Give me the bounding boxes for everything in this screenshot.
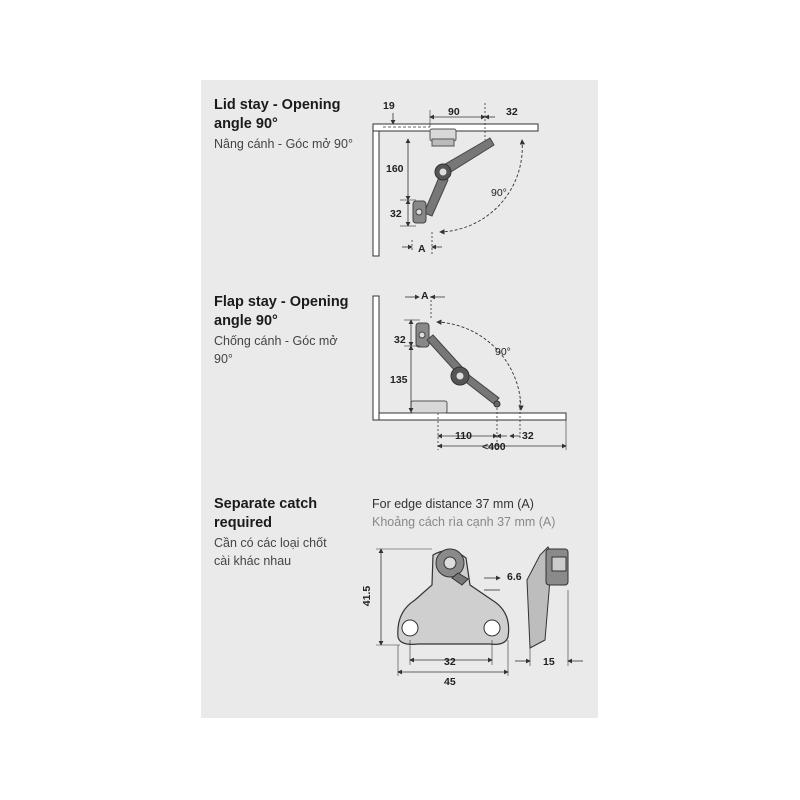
lid-stay-drawing [373, 103, 538, 256]
catch-dim-15: 15 [543, 656, 555, 668]
lid-angle-label: 90° [491, 187, 507, 199]
flap-dim-A: A [421, 290, 429, 302]
flap-angle-label: 90° [495, 346, 511, 358]
flap-dim-32-bottom: 32 [522, 430, 534, 442]
flap-dim-32-side: 32 [394, 334, 406, 346]
lid-dim-32-side: 32 [390, 208, 402, 220]
catch-note-en: For edge distance 37 mm (A) [372, 497, 534, 511]
lid-dim-19: 19 [383, 100, 395, 112]
flap-stay-title-line1: Flap stay - Opening [214, 294, 349, 310]
catch-dim-6-6: 6.6 [507, 571, 522, 583]
flap-dim-400: <400 [482, 441, 506, 453]
lid-dim-160: 160 [386, 163, 404, 175]
catch-subtitle-line2: cài khác nhau [214, 554, 292, 568]
catch-dim-45: 45 [444, 676, 456, 688]
lid-stay-title-line2: angle 90° [214, 116, 278, 132]
catch-dim-41-5: 41.5 [361, 585, 374, 607]
catch-note-vi: Khoảng cách rìa cạnh 37 mm (A) [372, 515, 556, 529]
lid-stay-subtitle: Nâng cánh - Góc mở 90° [214, 137, 353, 151]
catch-subtitle-line1: Cần có các loại chốt [214, 536, 327, 550]
flap-stay-title-line2: angle 90° [214, 313, 278, 329]
lid-dim-A: A [418, 243, 426, 255]
lid-stay-title-line1: Lid stay - Opening [214, 97, 341, 113]
catch-dim-32: 32 [444, 656, 456, 668]
flap-dim-135: 135 [390, 374, 408, 386]
flap-dim-110: 110 [455, 430, 472, 442]
flap-stay-drawing [373, 296, 566, 450]
flap-stay-subtitle-line1: Chống cánh - Góc mở [214, 334, 338, 348]
lid-dim-32-top: 32 [506, 106, 518, 118]
catch-title-line2: required [214, 515, 273, 531]
flap-stay-subtitle-line2: 90° [214, 352, 233, 366]
catch-title-line1: Separate catch [214, 496, 318, 512]
lid-dim-90: 90 [448, 106, 460, 118]
